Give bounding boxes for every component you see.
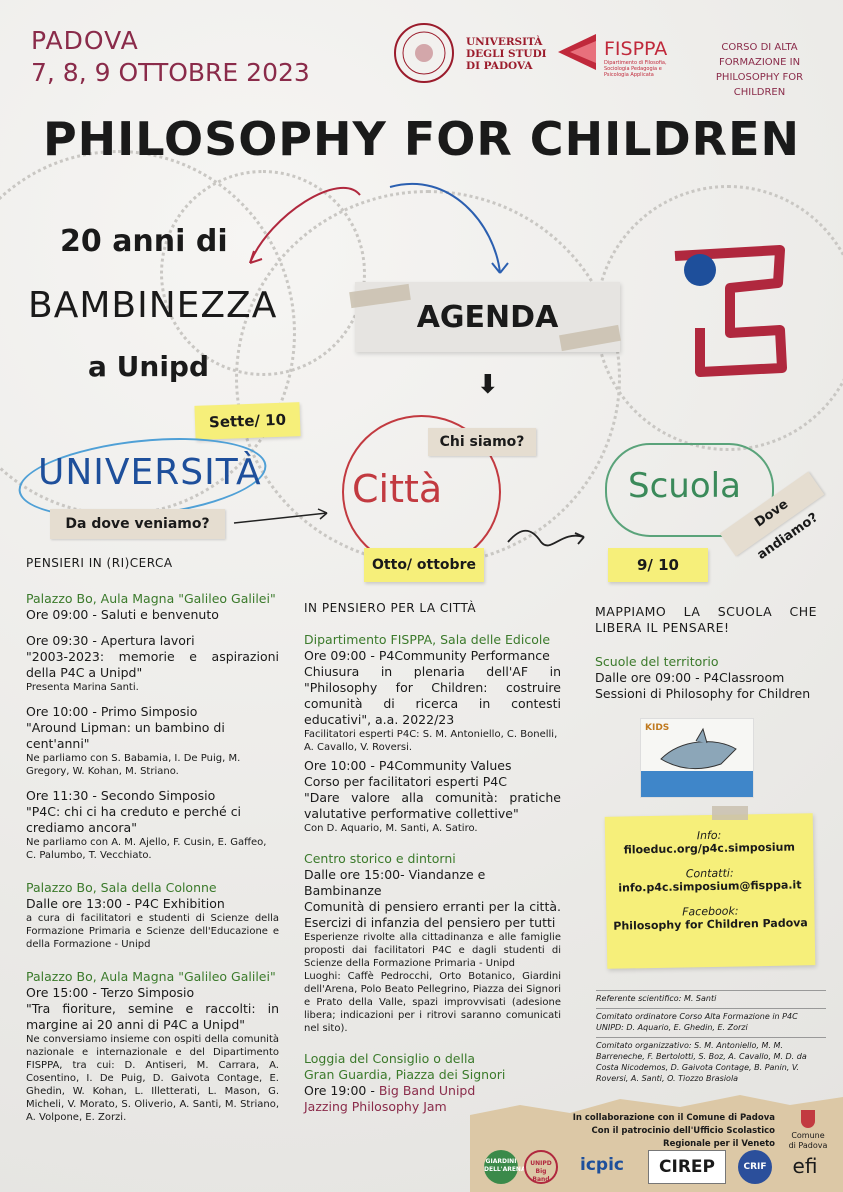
event-dates: 7, 8, 9 OTTOBRE 2023 <box>31 58 310 87</box>
icpic-logo: icpic <box>580 1155 624 1175</box>
page-title: PHILOSOPHY FOR CHILDREN <box>42 112 801 166</box>
venue: Dipartimento FISPPA, Sala delle Edicole <box>304 632 551 647</box>
col2-heading: IN PENSIERO PER LA CITTÀ <box>304 601 477 615</box>
event-locations: Luoghi: Caffè Pedrocchi, Orto Botanico, Giardini dell'Arena, Polo Beato Pellegrino, Piazza dei Signori e Prato della Valle, spazi improvvisati (adesione libera; indicazioni per i ritrovi saranno comunicati nel sito). <box>304 971 561 1034</box>
arrow-icon <box>232 505 337 530</box>
event-line: Sessioni di Philosophy for Children <box>595 686 811 701</box>
info-sticky <box>605 813 816 969</box>
patrocinio-text: Con il patrocinio dell'Ufficio Scolastico Regionale per il Veneto <box>591 1126 775 1149</box>
column-citta <box>304 600 561 1115</box>
column-universita <box>26 555 279 1124</box>
venue: Scuole del territorio <box>595 654 719 669</box>
collab-text: In collaborazione con il Comune di Padova <box>572 1113 775 1123</box>
facebook-label: Facebook: <box>682 904 739 919</box>
event-line: "Around Lipman: un bambino di cent'anni" <box>26 720 225 751</box>
event-line: Dalle ore 09:00 - P4Classroom <box>595 670 785 685</box>
university-name: UNIVERSITÀ DEGLI STUDI DI PADOVA <box>466 36 547 72</box>
comitato-ordinatore: Comitato ordinatore Corso Alta Formazione in P4C UNIPD: D. Aquario, E. Ghedin, E. Zorzi <box>596 1008 826 1033</box>
event-speakers: Ne conversiamo insieme con ospiti della comunità nazionale e internazionale e del Dipartimento FISPPA, tra cui: D. Antiseri, M. Carrara, A. Cosentino, I. De Puig, D. Gaivota Contage, E. Ghedin, W. Kohan, L. Illetterati, L. Mason, G. Micheli, V. Morato, S. Oliverio, A. Santi, M. Striano, A. Volpone, E. Zorzi. <box>26 1034 279 1123</box>
venue: Loggia del Consiglio o della <box>304 1051 476 1066</box>
event-line: "P4C: chi ci ha creduto e perché ci crediamo ancora" <box>26 804 242 835</box>
scuola-label: Scuola <box>628 466 741 506</box>
event-line: Ore 19:00 - Big Band Unipd <box>304 1083 476 1098</box>
event-line: "2003-2023: memorie e aspirazioni della P4C a Unipd" <box>26 649 279 680</box>
fisppa-label: FISPPA <box>604 38 668 60</box>
column-scuola <box>595 604 817 702</box>
subtitle-line1: 20 anni di <box>60 224 228 259</box>
tape <box>712 806 748 820</box>
universita-label: UNIVERSITÀ <box>38 452 262 493</box>
p4c-logo-icon <box>660 238 800 388</box>
cirep-logo: CIREP <box>648 1150 726 1184</box>
event-speakers: Con D. Aquario, M. Santi, A. Satiro. <box>304 823 478 834</box>
event-speakers: a cura di facilitatori e studenti di Scienze della Formazione Primaria e Scienze dell'Educazione e della Formazione - Unipd <box>26 913 279 950</box>
wavy-arrow-icon <box>506 522 591 552</box>
comune-logo: Comune di Padova <box>782 1110 834 1151</box>
comitato-organizzativo: Comitato organizzativo: S. M. Antoniello, M. M. Barreneche, F. Bertolotti, S. Boz, A. Cavallo, M. D. da Costa Nicodemos, D. Gaivota Contage, B. Panin, V. Roversi, A. Santi, O. Tiozzo Brasiola <box>596 1037 826 1084</box>
col3-heading: MAPPIAMO LA SCUOLA CHE LIBERA IL PENSARE! <box>595 604 817 635</box>
footer-text <box>560 1112 775 1151</box>
down-arrow-icon: ⬇ <box>477 370 499 400</box>
event-speakers: Facilitatori esperti P4C: S. M. Antoniello, C. Bonelli, A. Cavallo, V. Roversi. <box>304 729 558 753</box>
facebook-link[interactable]: Philosophy for Children Padova <box>613 916 808 933</box>
curved-arrows-icon <box>240 175 530 295</box>
crif-logo: CRIF <box>738 1150 772 1184</box>
otto-sticky: Otto/ ottobre <box>364 548 484 582</box>
fisppa-sub: Dipartimento di Filosofia, Sociologia Pedagogia e Psicologia Applicata <box>604 60 667 78</box>
bigband-logo: UNIPD Big Band <box>524 1150 558 1184</box>
fisppa-logo-icon <box>556 32 602 72</box>
event-speakers: Ne parliamo con A. M. Ajello, F. Cusin, E. Gaffeo, C. Palumbo, T. Vecchiato. <box>26 837 267 861</box>
referente: Referente scientifico: M. Santi <box>596 990 826 1004</box>
event-line: Dalle ore 13:00 - P4C Exhibition <box>26 896 225 911</box>
venue: Gran Guardia, Piazza dei Signori <box>304 1067 506 1082</box>
course-label: CORSO DI ALTA FORMAZIONE IN PHILOSOPHY FOR CHILDREN <box>715 42 804 98</box>
subtitle-bambinezza: BAMBINEZZA <box>28 285 278 326</box>
event-line: Ore 10:00 - P4Community Values <box>304 758 512 773</box>
event-line: Dalle ore 15:00- Viandanze e Bambinanze <box>304 867 486 898</box>
contatti-label: Contatti: <box>685 866 734 881</box>
event-city: PADOVA <box>31 26 139 55</box>
university-seal-icon <box>393 22 455 84</box>
event-line: Ore 15:00 - Terzo Simposio <box>26 985 195 1000</box>
event-line: "Dare valore alla comunità: pratiche valutative performative collettive" <box>304 790 561 821</box>
contatti-email[interactable]: info.p4c.simposium@fisppa.it <box>618 878 802 895</box>
event-line: Ore 11:30 - Secondo Simposio <box>26 788 216 803</box>
sette-sticky: Sette/ 10 <box>194 402 300 440</box>
event-line: Chiusura in plenaria dell'AF in "Philosophy for Children: costruire comunità di ricerca in contesti educativi", a.a. 2022/23 <box>304 664 561 727</box>
venue: Palazzo Bo, Aula Magna "Galileo Galilei" <box>26 969 276 984</box>
venue: Palazzo Bo, Aula Magna "Galileo Galilei" <box>26 591 276 606</box>
event-line: Ore 09:00 - Saluti e benvenuto <box>26 607 219 622</box>
giardini-logo: GIARDINI DELL'ARENA <box>484 1150 518 1184</box>
venue: Palazzo Bo, Sala della Colonne <box>26 880 217 895</box>
efi-logo: efi <box>792 1154 818 1178</box>
credits <box>596 990 826 1084</box>
event-line: Ore 09:30 - Apertura lavori <box>26 633 195 648</box>
agenda-label: AGENDA <box>416 300 559 335</box>
da-dove-tag: Da dove veniamo? <box>50 509 225 539</box>
event-line: Jazzing Philosophy Jam <box>304 1099 447 1114</box>
event-line: Comunità di pensiero erranti per la città. Esercizi di infanzia del pensiero per tutti <box>304 899 561 930</box>
event-line: Ore 10:00 - Primo Simposio <box>26 704 198 719</box>
event-line: Ore 09:00 - P4Community Performance <box>304 648 550 663</box>
col1-heading: PENSIERI IN (RI)CERCA <box>26 556 173 570</box>
event-speakers: Presenta Marina Santi. <box>26 682 139 693</box>
chi-siamo-tag: Chi siamo? <box>428 428 536 456</box>
event-line: Corso per facilitatori esperti P4C <box>304 774 507 789</box>
shark-drawing-icon: KIDS <box>640 718 754 798</box>
subtitle-line3: a Unipd <box>88 350 209 383</box>
citta-label: Città <box>352 467 443 511</box>
nove-sticky: 9/ 10 <box>608 548 708 582</box>
event-line: "Tra fioriture, semine e raccolti: in margine ai 20 anni di P4C a Unipd" <box>26 1001 279 1032</box>
event-speakers: Ne parliamo con S. Babamia, I. De Puig, M. Gregory, W. Kohan, M. Striano. <box>26 753 241 777</box>
event-description: Esperienze rivolte alla cittadinanza e alle famiglie proposti dai facilitatori P4C e dagli studenti di Scienze della Formazione Primaria - Unipd <box>304 932 561 969</box>
info-link[interactable]: filoeduc.org/p4c.simposium <box>623 840 795 857</box>
venue: Centro storico e dintorni <box>304 851 456 866</box>
info-label: Info: <box>696 828 722 843</box>
dove-tag: Dove andiamo? <box>720 472 825 557</box>
